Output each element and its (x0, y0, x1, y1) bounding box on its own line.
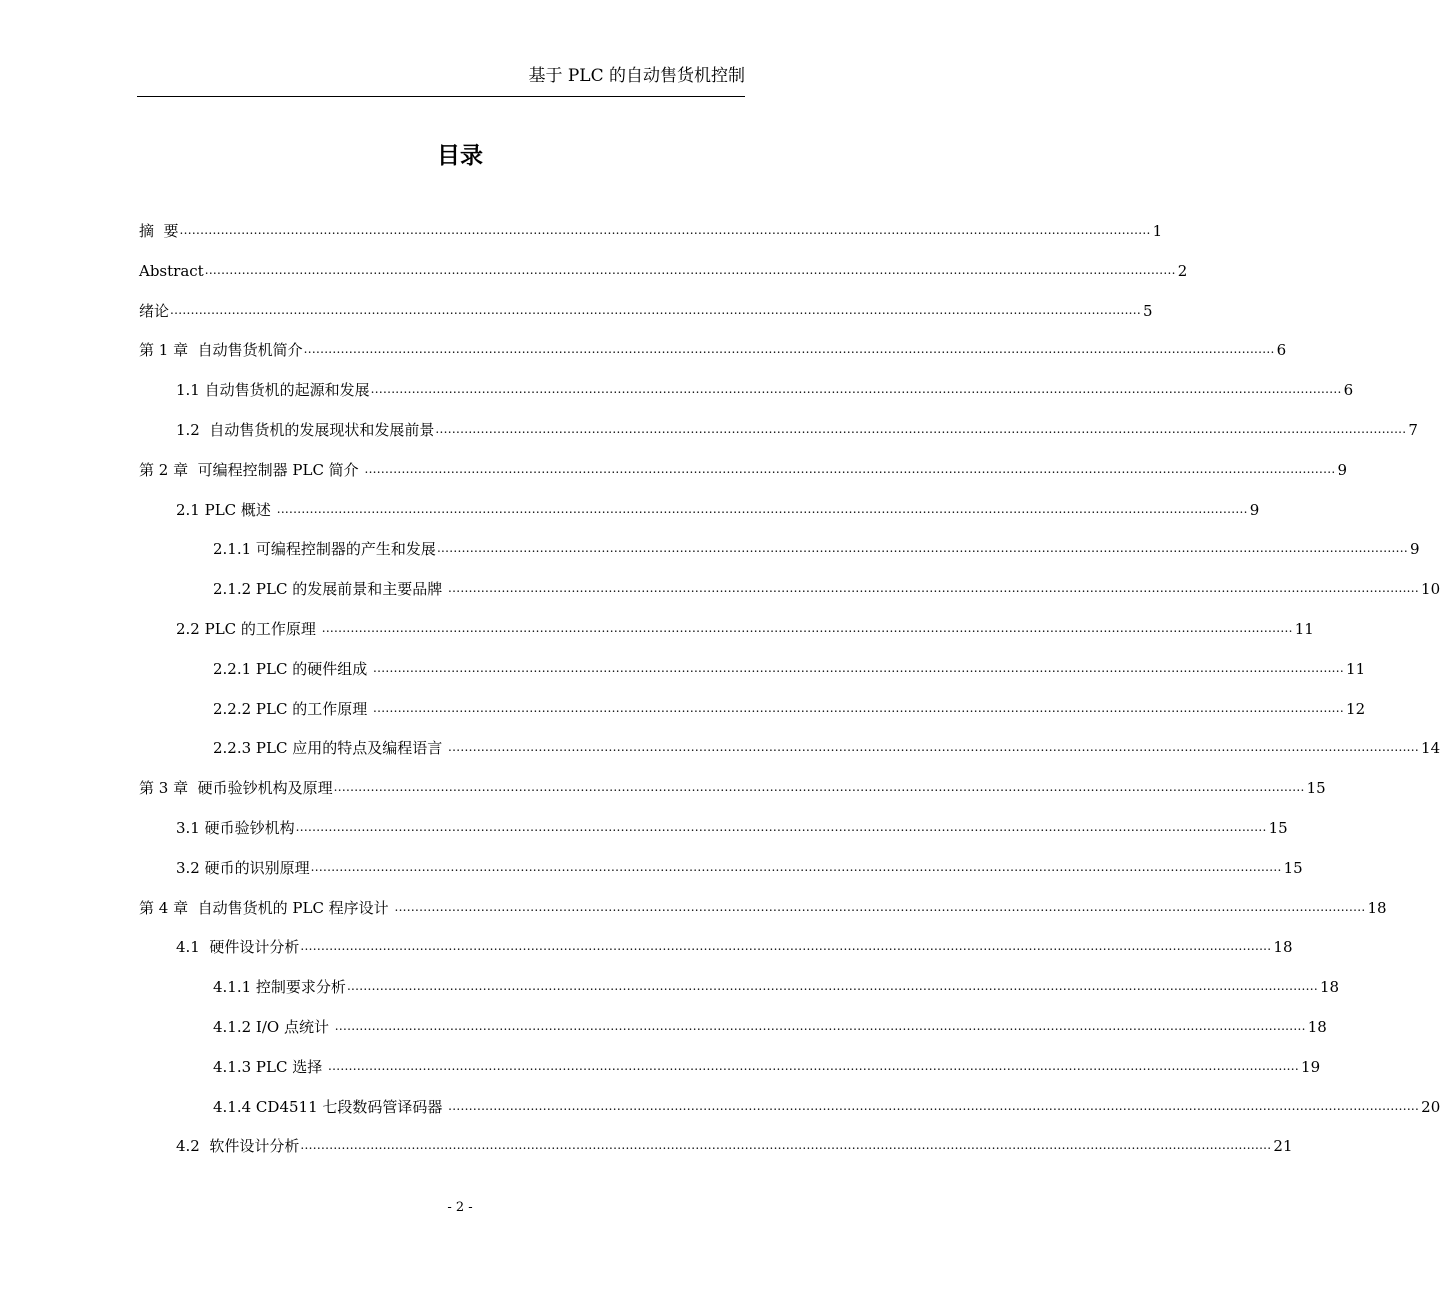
toc-entry-page: 14 (1421, 739, 1440, 757)
toc-leader-dots: ............................................................................................................................................................................................................................................ (370, 382, 1342, 396)
toc-entry[interactable] (139, 895, 1387, 921)
toc-leader-dots: ............................................................................................................................................................................................................................................ (303, 342, 1275, 356)
toc-leader-dots: ............................................................................................................................................................................................................................................ (334, 1019, 1306, 1033)
toc-entry-label: 3.2 硬币的识别原理 (176, 859, 310, 877)
toc-entry-page: 9 (1249, 501, 1260, 519)
toc-entry-label: 4.1.1 控制要求分析 (213, 978, 346, 996)
toc-entry-page: 9 (1409, 540, 1420, 558)
toc-leader-dots: ............................................................................................................................................................................................................................................ (435, 422, 1407, 436)
toc-entry-label: 第 2 章 可编程控制器 PLC 简介 (139, 461, 364, 479)
toc-entry[interactable] (213, 735, 1440, 761)
running-header: 基于 PLC 的自动售货机控制 (528, 66, 745, 86)
toc-entry[interactable] (213, 536, 1420, 562)
toc-entry[interactable] (139, 258, 1188, 284)
toc-entry-page: 7 (1408, 421, 1418, 439)
toc-entry-page: 15 (1268, 819, 1288, 837)
toc-entry-label: 2.1.1 可编程控制器的产生和发展 (213, 540, 436, 558)
toc-entry-label: 2.2 PLC 的工作原理 (176, 620, 321, 638)
toc-entry-label: 绪论 (139, 302, 170, 320)
toc-leader-dots: ............................................................................................................................................................................................................................................ (394, 900, 1366, 914)
toc-entry[interactable] (176, 1133, 1293, 1159)
toc-leader-dots: ............................................................................................................................................................................................................................................ (448, 740, 1420, 754)
toc-leader-dots: ............................................................................................................................................................................................................................................ (328, 1059, 1300, 1073)
toc-leader-dots: ............................................................................................................................................................................................................................................ (170, 303, 1142, 317)
toc-leader-dots: ............................................................................................................................................................................................................................................ (310, 860, 1282, 874)
toc-entry[interactable] (213, 974, 1340, 1000)
toc-entry[interactable] (176, 377, 1354, 403)
toc-entry[interactable] (176, 497, 1260, 523)
toc-leader-dots: ............................................................................................................................................................................................................................................ (276, 502, 1248, 516)
toc-entry-label: Abstract (139, 262, 204, 280)
toc-entry[interactable] (213, 1054, 1321, 1080)
toc-entry-label: 第 3 章 硬币验钞机构及原理 (139, 779, 333, 797)
toc-entry[interactable] (213, 1014, 1327, 1040)
toc-entry[interactable] (176, 855, 1303, 881)
toc-entry-label: 2.1 PLC 概述 (176, 501, 276, 519)
toc-leader-dots: ............................................................................................................................................................................................................................................ (204, 263, 1176, 277)
toc-entry[interactable] (213, 656, 1366, 682)
toc-leader-dots: ............................................................................................................................................................................................................................................ (333, 780, 1305, 794)
toc-entry[interactable] (176, 815, 1288, 841)
toc-entry-label: 4.1.2 I/O 点统计 (213, 1018, 334, 1036)
toc-entry-page: 15 (1306, 779, 1326, 797)
toc-entry-page: 18 (1367, 899, 1387, 917)
toc-entry[interactable] (213, 1094, 1440, 1120)
toc-entry[interactable] (139, 337, 1287, 363)
toc-entry[interactable] (213, 696, 1366, 722)
toc-entry-page: 10 (1421, 580, 1440, 598)
toc-entry[interactable] (213, 576, 1440, 602)
toc-entry-page: 5 (1143, 302, 1153, 320)
toc-entry-label: 2.2.3 PLC 应用的特点及编程语言 (213, 739, 448, 757)
toc-leader-dots: ............................................................................................................................................................................................................................................ (373, 701, 1345, 715)
toc-entry-label: 4.1 硬件设计分析 (176, 938, 300, 956)
toc-entry-label: 摘 要 (139, 222, 179, 240)
toc-entry-page: 20 (1421, 1098, 1440, 1116)
toc-entry[interactable] (176, 616, 1314, 642)
toc-entry-page: 12 (1346, 700, 1366, 718)
toc-entry-label: 第 1 章 自动售货机简介 (139, 341, 303, 359)
toc-entry-page: 18 (1319, 978, 1340, 996)
toc-entry-page: 9 (1337, 461, 1348, 479)
toc-entry[interactable] (176, 934, 1293, 960)
toc-entry[interactable] (139, 218, 1163, 244)
toc-entry-page: 11 (1346, 660, 1366, 678)
toc-entry-label: 4.2 软件设计分析 (176, 1137, 300, 1155)
toc-entry[interactable] (176, 417, 1418, 443)
toc-entry-page: 1 (1152, 222, 1163, 240)
toc-entry-label: 2.1.2 PLC 的发展前景和主要品牌 (213, 580, 448, 598)
toc-leader-dots: ............................................................................................................................................................................................................................................ (321, 621, 1293, 635)
toc-entry-label: 3.1 硬币验钞机构 (176, 819, 295, 837)
toc-leader-dots: ............................................................................................................................................................................................................................................ (300, 939, 1272, 953)
toc-leader-dots: ............................................................................................................................................................................................................................................ (179, 223, 1151, 237)
toc-leader-dots: ............................................................................................................................................................................................................................................ (295, 820, 1267, 834)
toc-leader-dots: ............................................................................................................................................................................................................................................ (346, 979, 1318, 993)
toc-leader-dots: ............................................................................................................................................................................................................................................ (448, 581, 1420, 595)
toc-leader-dots: ............................................................................................................................................................................................................................................ (364, 462, 1336, 476)
toc-entry-page: 21 (1273, 1137, 1293, 1155)
toc-entry-page: 11 (1294, 620, 1314, 638)
toc-entry-label: 4.1.3 PLC 选择 (213, 1058, 328, 1076)
toc-leader-dots: ............................................................................................................................................................................................................................................ (373, 661, 1345, 675)
toc-entry-label: 第 4 章 自动售货机的 PLC 程序设计 (139, 899, 394, 917)
toc-entry-label: 1.2 自动售货机的发展现状和发展前景 (176, 421, 435, 439)
toc-entry[interactable] (139, 457, 1348, 483)
toc-entry-page: 19 (1301, 1058, 1321, 1076)
toc-entry-label: 2.2.2 PLC 的工作原理 (213, 700, 373, 718)
toc-entry[interactable] (139, 298, 1153, 324)
page-number: - 2 - (447, 1200, 473, 1215)
toc-leader-dots: ............................................................................................................................................................................................................................................ (300, 1138, 1272, 1152)
toc-leader-dots: ............................................................................................................................................................................................................................................ (436, 541, 1408, 555)
toc-entry[interactable] (139, 775, 1326, 801)
toc-entry-page: 18 (1307, 1018, 1327, 1036)
toc-leader-dots: ............................................................................................................................................................................................................................................ (448, 1099, 1420, 1113)
toc-entry-page: 6 (1343, 381, 1354, 399)
toc-entry-label: 4.1.4 CD4511 七段数码管译码器 (213, 1098, 448, 1116)
toc-entry-label: 1.1 自动售货机的起源和发展 (176, 381, 370, 399)
toc-title: 目录 (437, 143, 483, 169)
toc-entry-page: 6 (1276, 341, 1287, 359)
toc-entry-page: 18 (1273, 938, 1293, 956)
toc-entry-label: 2.2.1 PLC 的硬件组成 (213, 660, 373, 678)
toc-entry-page: 2 (1177, 262, 1188, 280)
toc-entry-page: 15 (1283, 859, 1303, 877)
